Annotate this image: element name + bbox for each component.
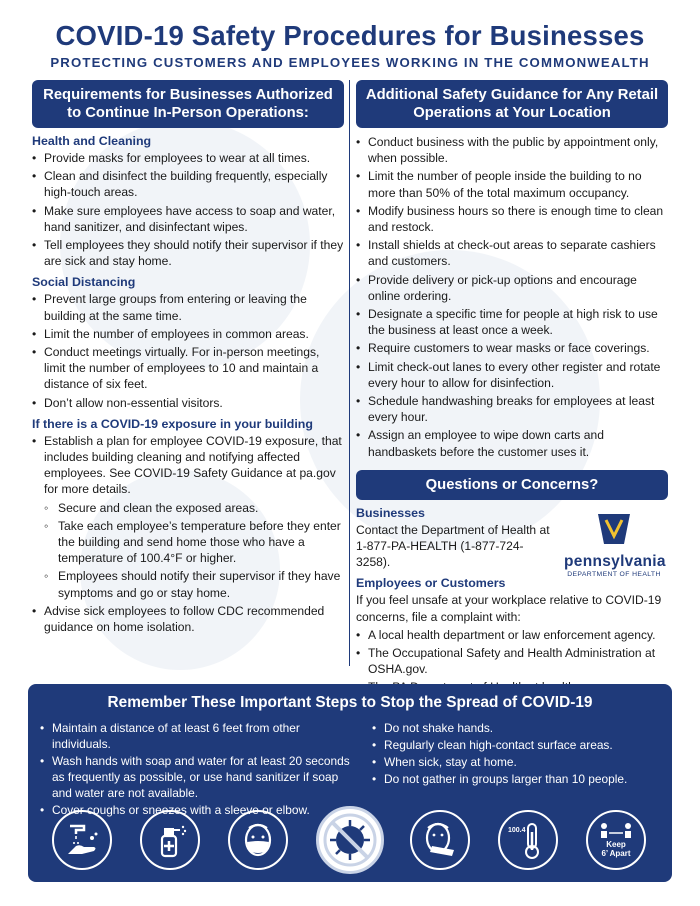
- list-item: • A local health department or law enforcement agency.: [356, 627, 668, 643]
- exposure-plan-text: Establish a plan for employee COVID-19 exposure, that includes building cleaning and notifying affected employees. See COVID-19 Safety Guidance at pa.gov for more details.: [44, 433, 342, 497]
- requirements-column: [32, 80, 344, 637]
- main-columns: [32, 80, 668, 677]
- list-item: • Do not gather in groups larger than 10 people.: [372, 771, 662, 787]
- employees-text: If you feel unsafe at your workplace relative to COVID-19 concerns, file a complaint with:: [356, 593, 662, 624]
- health-cleaning-list: [32, 150, 344, 269]
- spray-bottle-icon: [140, 810, 200, 870]
- page-subtitle: PROTECTING CUSTOMERS AND EMPLOYEES WORKING IN THE COMMONWEALTH: [50, 55, 650, 70]
- cough-icon: [410, 810, 470, 870]
- no-virus-icon: [316, 806, 384, 874]
- social-distancing-title: Social Distancing: [32, 275, 136, 290]
- social-distancing-list: [32, 291, 344, 410]
- list-item: • Conduct business with the public by appointment only, when possible.: [356, 134, 668, 166]
- thermometer-label: 100.4: [508, 827, 526, 834]
- list-item: • Cover coughs or sneezes with a sleeve or elbow.: [40, 802, 358, 818]
- list-item: • Limit the number of people inside the building to no more than 50% of the total maximum occupancy.: [356, 168, 668, 200]
- list-item: • Modify business hours so there is enough time to clean and restock.: [356, 203, 668, 235]
- keep-apart-label-1: Keep: [606, 840, 626, 849]
- steps-list-right: [372, 720, 662, 788]
- employees-title: Employees or Customers: [356, 576, 506, 591]
- list-item: ◦ Secure and clean the exposed areas.: [44, 500, 344, 516]
- important-steps-title: Remember These Important Steps to Stop the Spread of COVID-19: [107, 694, 593, 711]
- list-item: • Designate a specific time for people at high risk to use the business at least once a week.: [356, 306, 668, 338]
- list-item: • Wash hands with soap and water for at least 20 seconds as frequently as possible, or use hand sanitizer if soap and water are not available.: [40, 753, 358, 801]
- questions-body: [356, 506, 668, 696]
- exposure-title: If there is a COVID-19 exposure in your building: [32, 416, 313, 431]
- list-item: • Maintain a distance of at least 6 feet from other individuals.: [40, 720, 358, 752]
- retail-guidance-header: Additional Safety Guidance for Any Retail Operations at Your Location: [356, 80, 668, 128]
- businesses-title: Businesses: [356, 505, 425, 520]
- list-item: • Limit check-out lanes to every other register and rotate every hour to allow for disinfection.: [356, 359, 668, 391]
- list-item: [32, 433, 344, 498]
- thermometer-icon: [498, 810, 558, 870]
- list-item: • Conduct meetings virtually. For in-person meetings, limit the number of employees to 10 and maintain a distance of six feet.: [32, 344, 344, 393]
- list-item: • Limit the number of employees in common areas.: [32, 326, 344, 342]
- face-mask-icon: [228, 810, 288, 870]
- list-item: • Require customers to wear masks or face coverings.: [356, 340, 668, 356]
- list-item: • Advise sick employees to follow CDC recommended guidance on home isolation.: [32, 603, 344, 635]
- handwashing-icon: [52, 810, 112, 870]
- exposure-list-final: [32, 603, 344, 635]
- pa-logo-dept: DEPARTMENT OF HEALTH: [567, 570, 661, 578]
- list-item: ◦ Take each employee’s temperature before they enter the building and send home those who have a temperature of 100.4°F or higher.: [44, 518, 344, 567]
- keystone-icon: [594, 512, 634, 546]
- list-item: • Prevent large groups from entering or leaving the building at the same time.: [32, 291, 344, 323]
- page-title: COVID-19 Safety Procedures for Businesses: [55, 20, 645, 51]
- list-item: • Provide delivery or pick-up options and encourage online ordering.: [356, 272, 668, 304]
- list-item: ◦ Employees should notify their supervisor if they have symptoms and go or stay home.: [44, 568, 344, 600]
- requirements-header: Requirements for Businesses Authorized to Continue In-Person Operations:: [32, 80, 344, 128]
- pa-logo-word: pennsylvania: [564, 552, 666, 570]
- businesses-contact-text: Contact the Department of Health at 1-877-PA-HEALTH (1-877-724-3258).: [356, 522, 550, 570]
- list-item: • The Occupational Safety and Health Administration at OSHA.gov.: [356, 645, 668, 677]
- questions-header: Questions or Concerns?: [356, 470, 668, 500]
- list-item: • Regularly clean high-contact surface areas.: [372, 737, 662, 753]
- list-item: • Schedule handwashing breaks for employees at least every hour.: [356, 393, 668, 425]
- important-steps-banner: [28, 684, 672, 882]
- safety-icons-row: [44, 806, 656, 872]
- list-item: • Tell employees they should notify their supervisor if they are sick and stay home.: [32, 237, 344, 269]
- list-item: • Install shields at check-out areas to separate cashiers and customers.: [356, 237, 668, 269]
- health-cleaning-title: Health and Cleaning: [32, 134, 152, 148]
- retail-guidance-list: [356, 134, 668, 460]
- list-item: • Do not shake hands.: [372, 720, 662, 736]
- list-item: • When sick, stay at home.: [372, 754, 662, 770]
- steps-list-left: [40, 720, 358, 819]
- list-item: • Don’t allow non-essential visitors.: [32, 395, 344, 411]
- column-divider: [349, 80, 350, 666]
- exposure-sublist: [44, 500, 344, 601]
- keep-apart-icon: [586, 810, 646, 870]
- list-item: • Assign an employee to wipe down carts and handbaskets before the customer uses it.: [356, 427, 668, 459]
- list-item: • Clean and disinfect the building frequently, especially high-touch areas.: [32, 168, 344, 200]
- list-item: • Make sure employees have access to soap and water, hand sanitizer, and disinfectant wipes.: [32, 203, 344, 235]
- exposure-list: [32, 433, 344, 498]
- keep-apart-label-2: 6’ Apart: [601, 849, 631, 858]
- pa-health-logo: [564, 512, 664, 578]
- list-item: • Provide masks for employees to wear at all times.: [32, 150, 344, 166]
- retail-guidance-column: [356, 80, 668, 698]
